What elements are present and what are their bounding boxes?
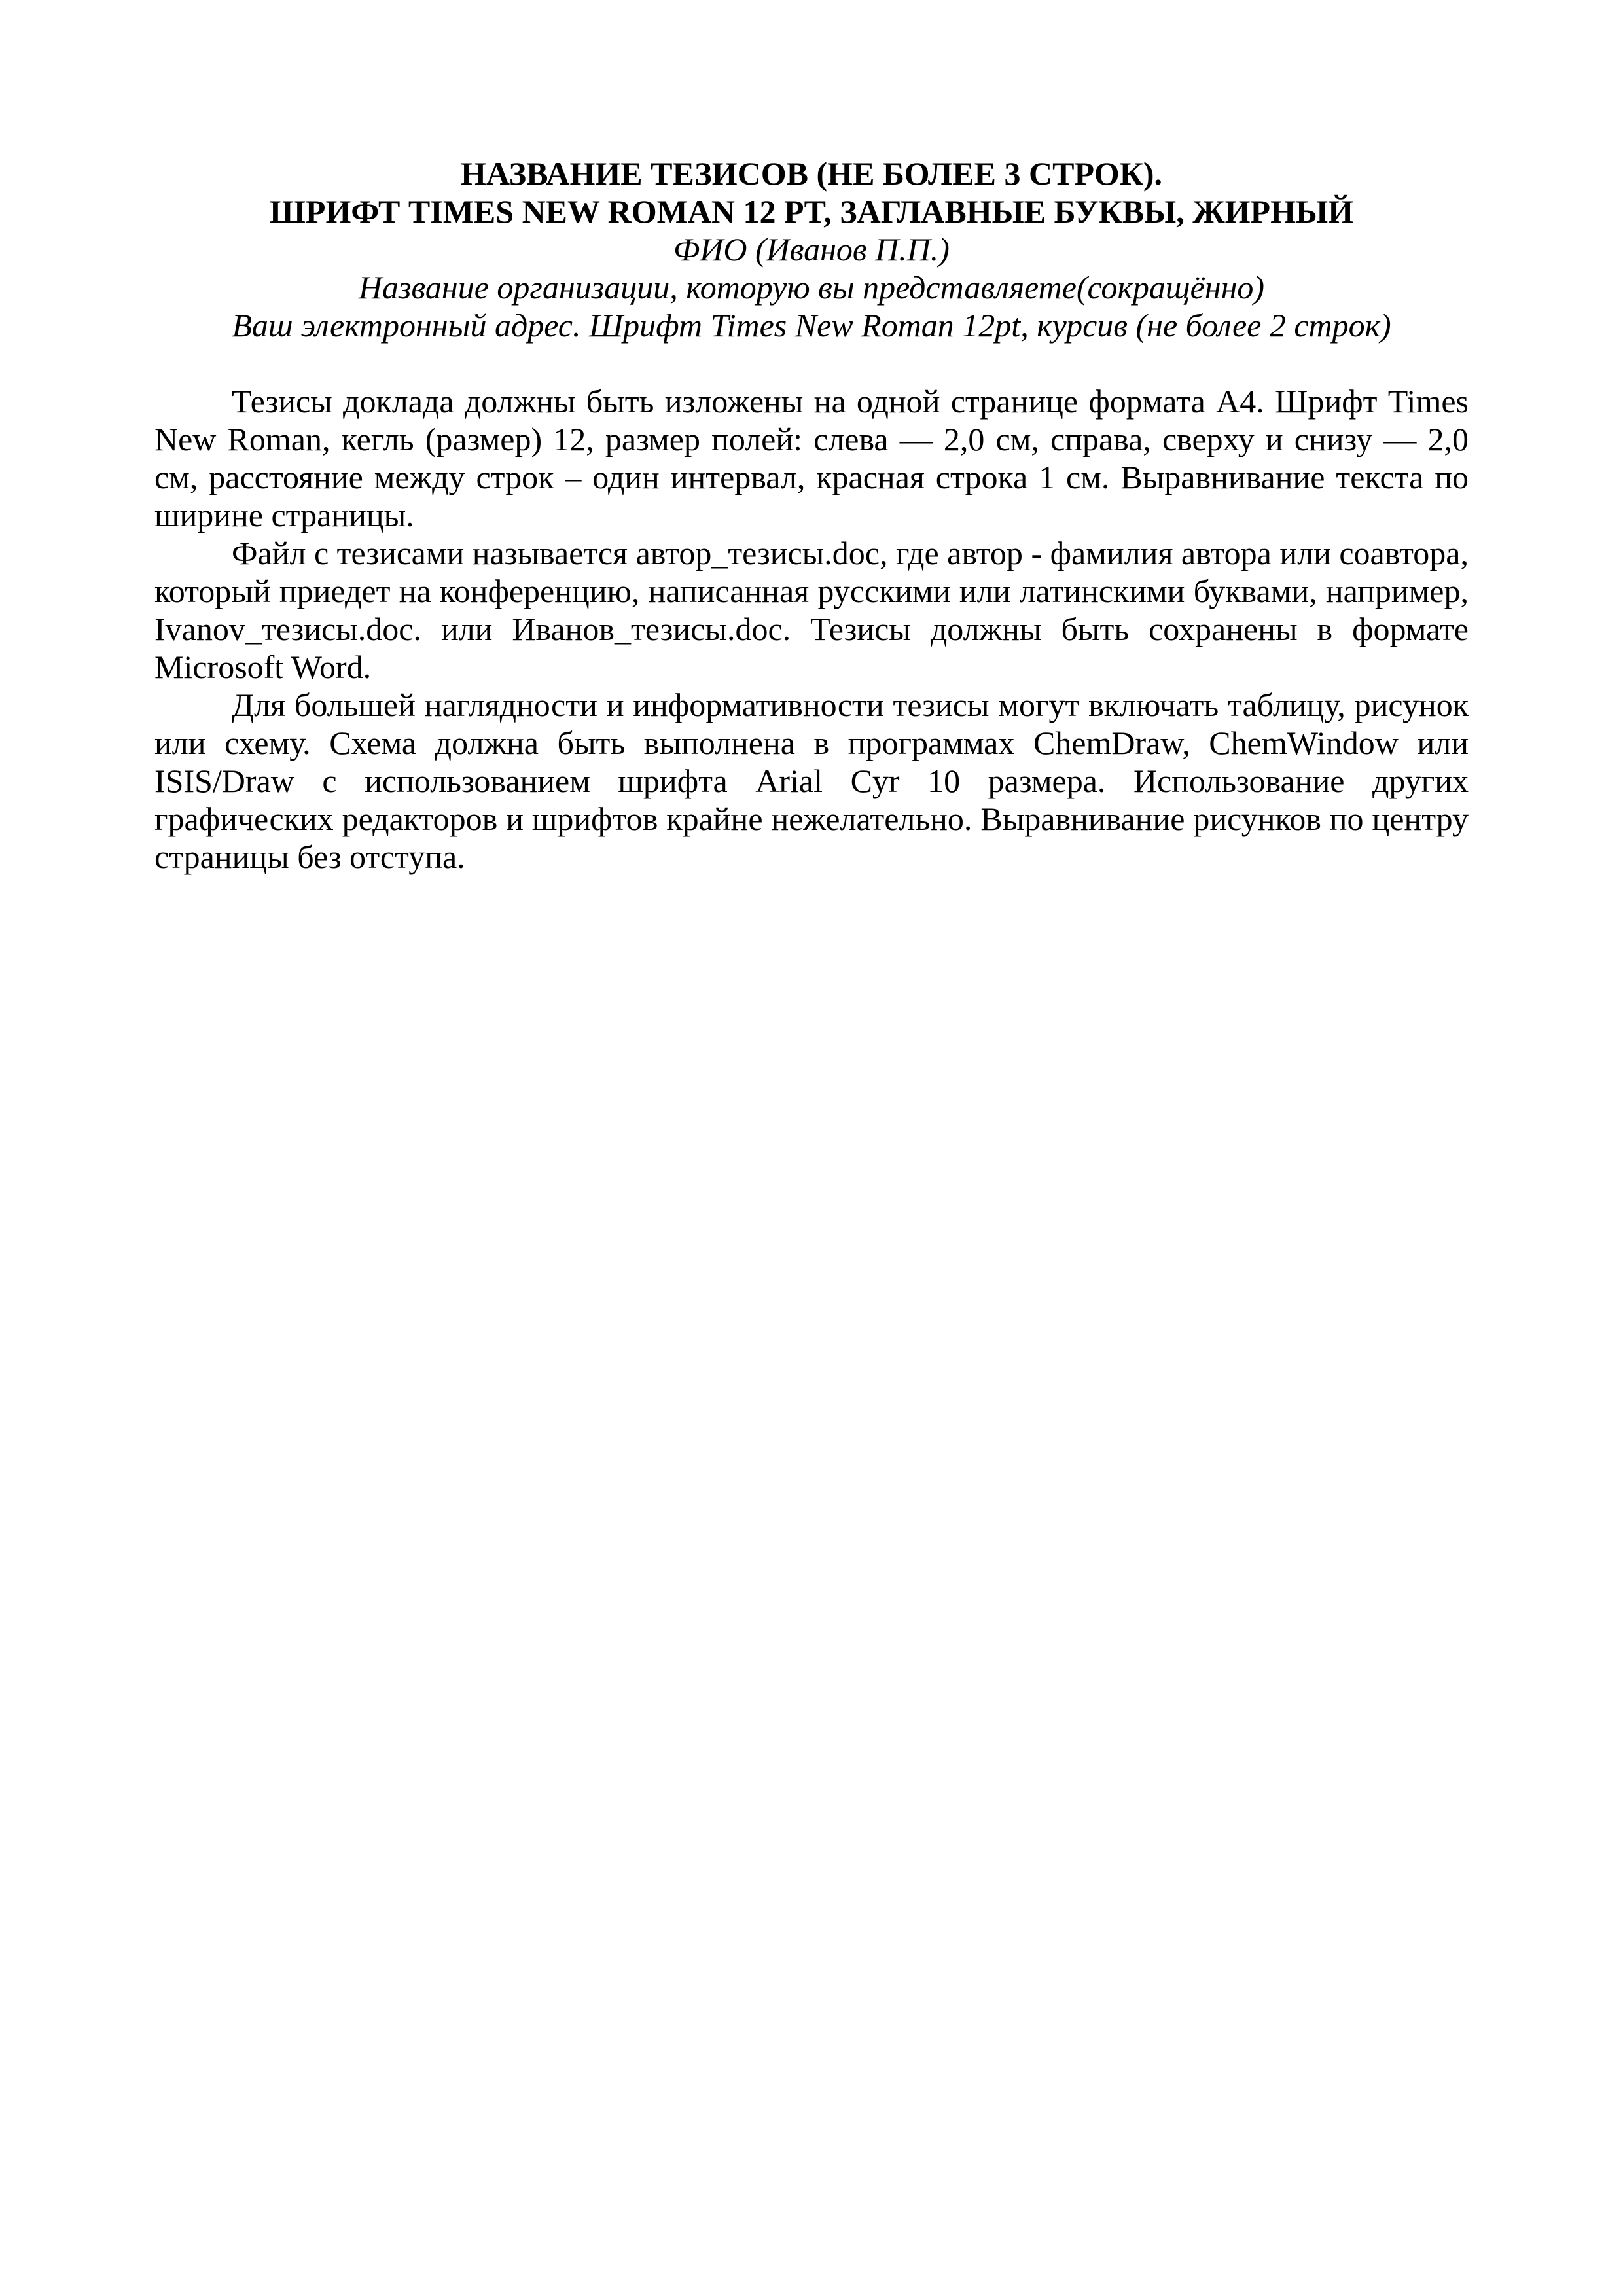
paragraph-graphics-requirements: Для большей наглядности и информативности тезисы могут включать таблицу, рисунок или схему. Схема должна быть выполнена в программах ChemDraw, ChemWindow или ISIS/Draw с использованием шрифта Arial Cyr 10 размера. Использование других графических редакторов и шрифтов крайне нежелательно. Выравнивание рисунков по центру страницы без отступа. — [154, 687, 1469, 875]
paragraph-page-formatting: Тезисы доклада должны быть изложены на одной странице формата А4. Шрифт Times New Roman, кегль (размер) 12, размер полей: слева — 2,0 см, справа, сверху и снизу — 2,0 см, расстояние между строк – один интервал, красная строка 1 см. Выравнивание текста по ширине страницы. — [154, 383, 1469, 533]
title-line-2: ШРИФТ TIMES NEW ROMAN 12 PT, ЗАГЛАВНЫЕ БУКВЫ, ЖИРНЫЙ — [270, 193, 1353, 230]
title-line-1: НАЗВАНИЕ ТЕЗИСОВ (НЕ БОЛЕЕ 3 СТРОК). — [461, 155, 1162, 192]
paragraph-file-naming: Файл с тезисами называется автор_тезисы.doc, где автор - фамилия автора или соавтора, который приедет на конференцию, написанная русскими или латинскими буквами, например, Ivanov_тезисы.doc. или Иванов_тезисы.doc. Тезисы должны быть сохранены в формате Microsoft Word. — [154, 535, 1469, 685]
blank-line-separator — [154, 344, 1469, 382]
email-line: Ваш электронный адрес. Шрифт Times New Roman 12pt, курсив (не более 2 строк) — [232, 307, 1391, 344]
organization-line: Название организации, которую вы представляете(сокращённо) — [358, 269, 1265, 306]
author-line: ФИО (Иванов П.П.) — [673, 231, 950, 268]
